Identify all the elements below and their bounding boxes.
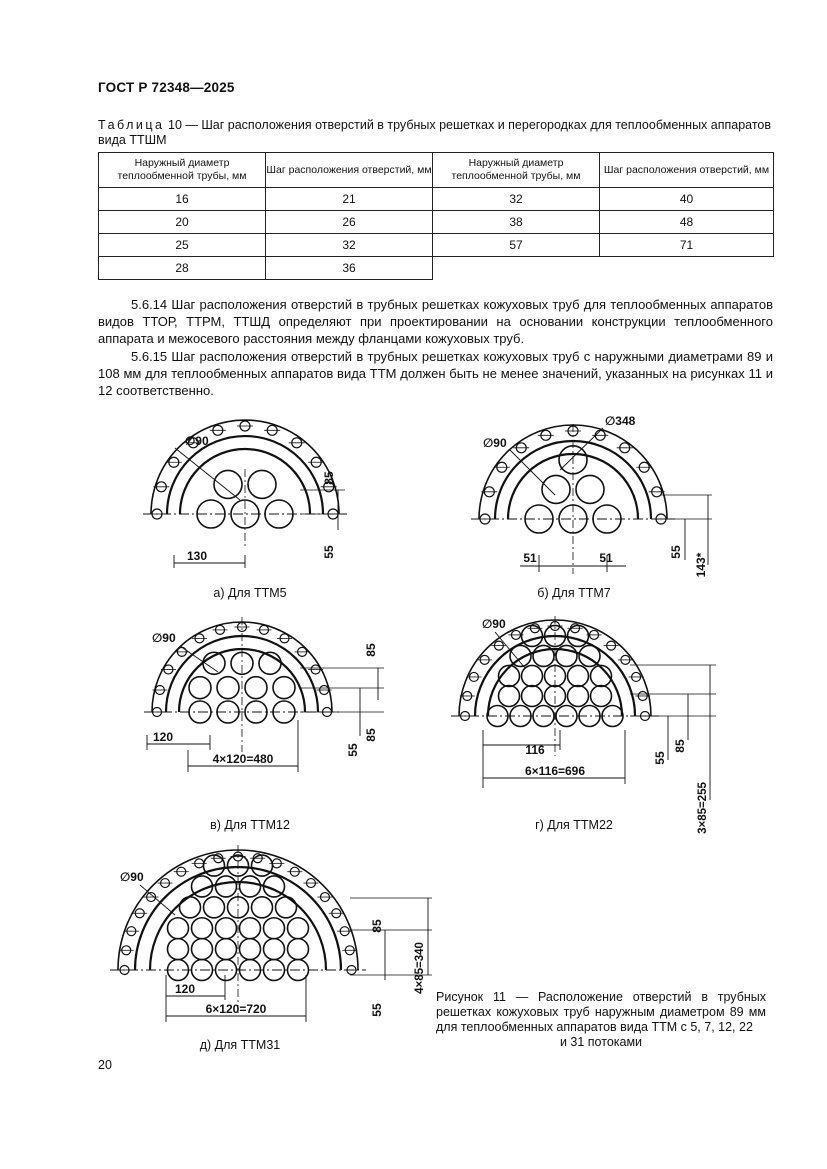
dimension-label: 85: [370, 919, 384, 933]
dimension-label: 120: [174, 982, 196, 996]
table-cell: 40: [600, 188, 774, 211]
table-caption-label: Таблица: [98, 118, 165, 132]
dimension-label: 120: [152, 730, 174, 744]
tube-hole: [522, 685, 543, 706]
tube-hole: [216, 939, 237, 960]
dimension-label: 4×85=340: [414, 942, 426, 994]
table-cell: 21: [266, 188, 433, 211]
table-header-cell: Наружный диаметр теплообменной трубы, мм: [433, 153, 600, 188]
table-cell: 32: [433, 188, 600, 211]
table-cell: 20: [99, 211, 266, 234]
dimension-label: 6×120=720: [205, 1002, 267, 1016]
tube-hole: [192, 939, 213, 960]
dimension-label: 51: [599, 551, 613, 565]
tube-hole: [214, 470, 242, 498]
table-header-cell: Наружный диаметр теплообменной трубы, мм: [99, 153, 266, 188]
tube-hole: [556, 645, 577, 666]
paragraph-text: 5.6.14 Шаг расположения отверстий в трубных решетках кожуховых труб для теплообменных аппаратов видов ТТОР, ТТРМ, ТТШД определяют при проектировании на основании конструкции теплообменного аппарата и межосевого расстояния между фланцами кожуховых труб.: [98, 297, 773, 346]
dimension-label: 6×116=696: [524, 764, 586, 778]
diameter-label: ∅90: [185, 434, 209, 448]
tube-hole: [522, 665, 543, 686]
dimension-label: 85: [364, 643, 378, 657]
dimension-label: 55: [669, 545, 683, 559]
tube-hole: [568, 665, 589, 686]
figure-label-a: а) Для ТТМ5: [213, 586, 287, 600]
dimension-label: 143*: [694, 552, 708, 578]
table-cell: 36: [266, 257, 433, 280]
table-header-cell: Шаг расположения отверстий, мм: [600, 153, 774, 188]
page-number: 20: [98, 1058, 112, 1072]
figure-caption-last-line: и 31 потоками: [559, 1035, 643, 1049]
tube-hole: [273, 677, 295, 699]
figure-label-d: д) Для ТТМ31: [199, 1038, 281, 1052]
tube-hole: [204, 897, 225, 918]
dimension-line: [175, 448, 240, 500]
tube-hole: [216, 876, 237, 897]
diameter-label: ∅90: [483, 436, 507, 450]
tube-hole: [180, 897, 201, 918]
tube-hole: [240, 918, 261, 939]
tube-hole: [168, 918, 189, 939]
dimension-label: 116: [525, 743, 545, 757]
dimension-label: 85: [364, 728, 378, 742]
dimension-label: 55: [653, 751, 667, 765]
paragraph-text: 5.6.15 Шаг расположения отверстий в трубных решетках кожуховых труб с наружными диаметрами 89 и 108 мм для теплообменных аппаратов вида ТТМ должен быть не менее значений, указанных на рисунках 11 и 12 соответственно.: [98, 349, 773, 398]
table-cell: 57: [433, 234, 600, 257]
dimension-label: 4×120=480: [212, 752, 274, 766]
dimension-label: 85: [673, 739, 687, 753]
dimension-label: 130: [186, 549, 208, 563]
tube-hole: [576, 475, 604, 503]
tube-hole: [288, 939, 309, 960]
tube-hole: [217, 677, 239, 699]
tube-hole: [189, 677, 211, 699]
tube-hole: [240, 939, 261, 960]
tube-hole: [579, 645, 600, 666]
table-cell: 48: [600, 211, 774, 234]
tube-hole: [542, 475, 570, 503]
diameter-label: ∅90: [120, 870, 144, 884]
table-cell: 26: [266, 211, 433, 234]
tube-hole: [168, 939, 189, 960]
tube-hole: [245, 677, 267, 699]
tube-hole: [568, 685, 589, 706]
dimension-label: 55: [346, 743, 360, 757]
tube-hole: [533, 645, 554, 666]
figure-label-b: б) Для ТТМ7: [537, 586, 611, 600]
tube-hole: [216, 918, 237, 939]
dimension-label: 85: [322, 471, 336, 485]
dimension-label: 3×85=255: [697, 782, 709, 834]
dimension-label: 55: [322, 545, 336, 559]
diameter-label: ∅90: [482, 617, 506, 631]
table-cell: 38: [433, 211, 600, 234]
table-header-cell: Шаг расположения отверстий, мм: [266, 153, 433, 188]
table-cell: 25: [99, 234, 266, 257]
tube-hole: [591, 685, 612, 706]
diameter-label: ∅90: [152, 631, 176, 645]
tube-hole: [264, 918, 285, 939]
table-cell: 71: [600, 234, 774, 257]
table-caption-text: 10 — Шаг расположения отверстий в трубных решетках и перегородках для теплообменных аппаратов вида ТТШМ: [98, 118, 772, 147]
figure-caption-text: Рисунок 11 — Расположение отверстий в трубных решетках кожуховых труб наружным диаметром 89 мм для теплообменных аппаратов вида ТТМ с 5, 7, 12, 22: [436, 990, 766, 1034]
tube-hole: [192, 918, 213, 939]
dimension-line: [560, 428, 603, 470]
document-header: ГОСТ Р 72348—2025: [98, 80, 235, 95]
tube-hole: [252, 897, 273, 918]
tube-hole: [510, 645, 531, 666]
dimension-label: 51: [523, 551, 537, 565]
tube-hole: [248, 470, 276, 498]
dimension-label: 55: [370, 1003, 384, 1017]
tube-hole: [240, 876, 261, 897]
diameter-label: ∅348: [605, 414, 636, 428]
table-cell: 32: [266, 234, 433, 257]
dimension-line: [140, 885, 175, 915]
tube-hole: [499, 685, 520, 706]
tube-hole: [288, 918, 309, 939]
figure-label-g: г) Для ТТМ22: [535, 818, 613, 832]
figure-label-v: в) Для ТТМ12: [210, 818, 290, 832]
table-cell: 28: [99, 257, 266, 280]
tube-hole: [264, 939, 285, 960]
figure-caption: [436, 990, 766, 1050]
table-cell: 16: [99, 188, 266, 211]
tube-hole: [276, 897, 297, 918]
